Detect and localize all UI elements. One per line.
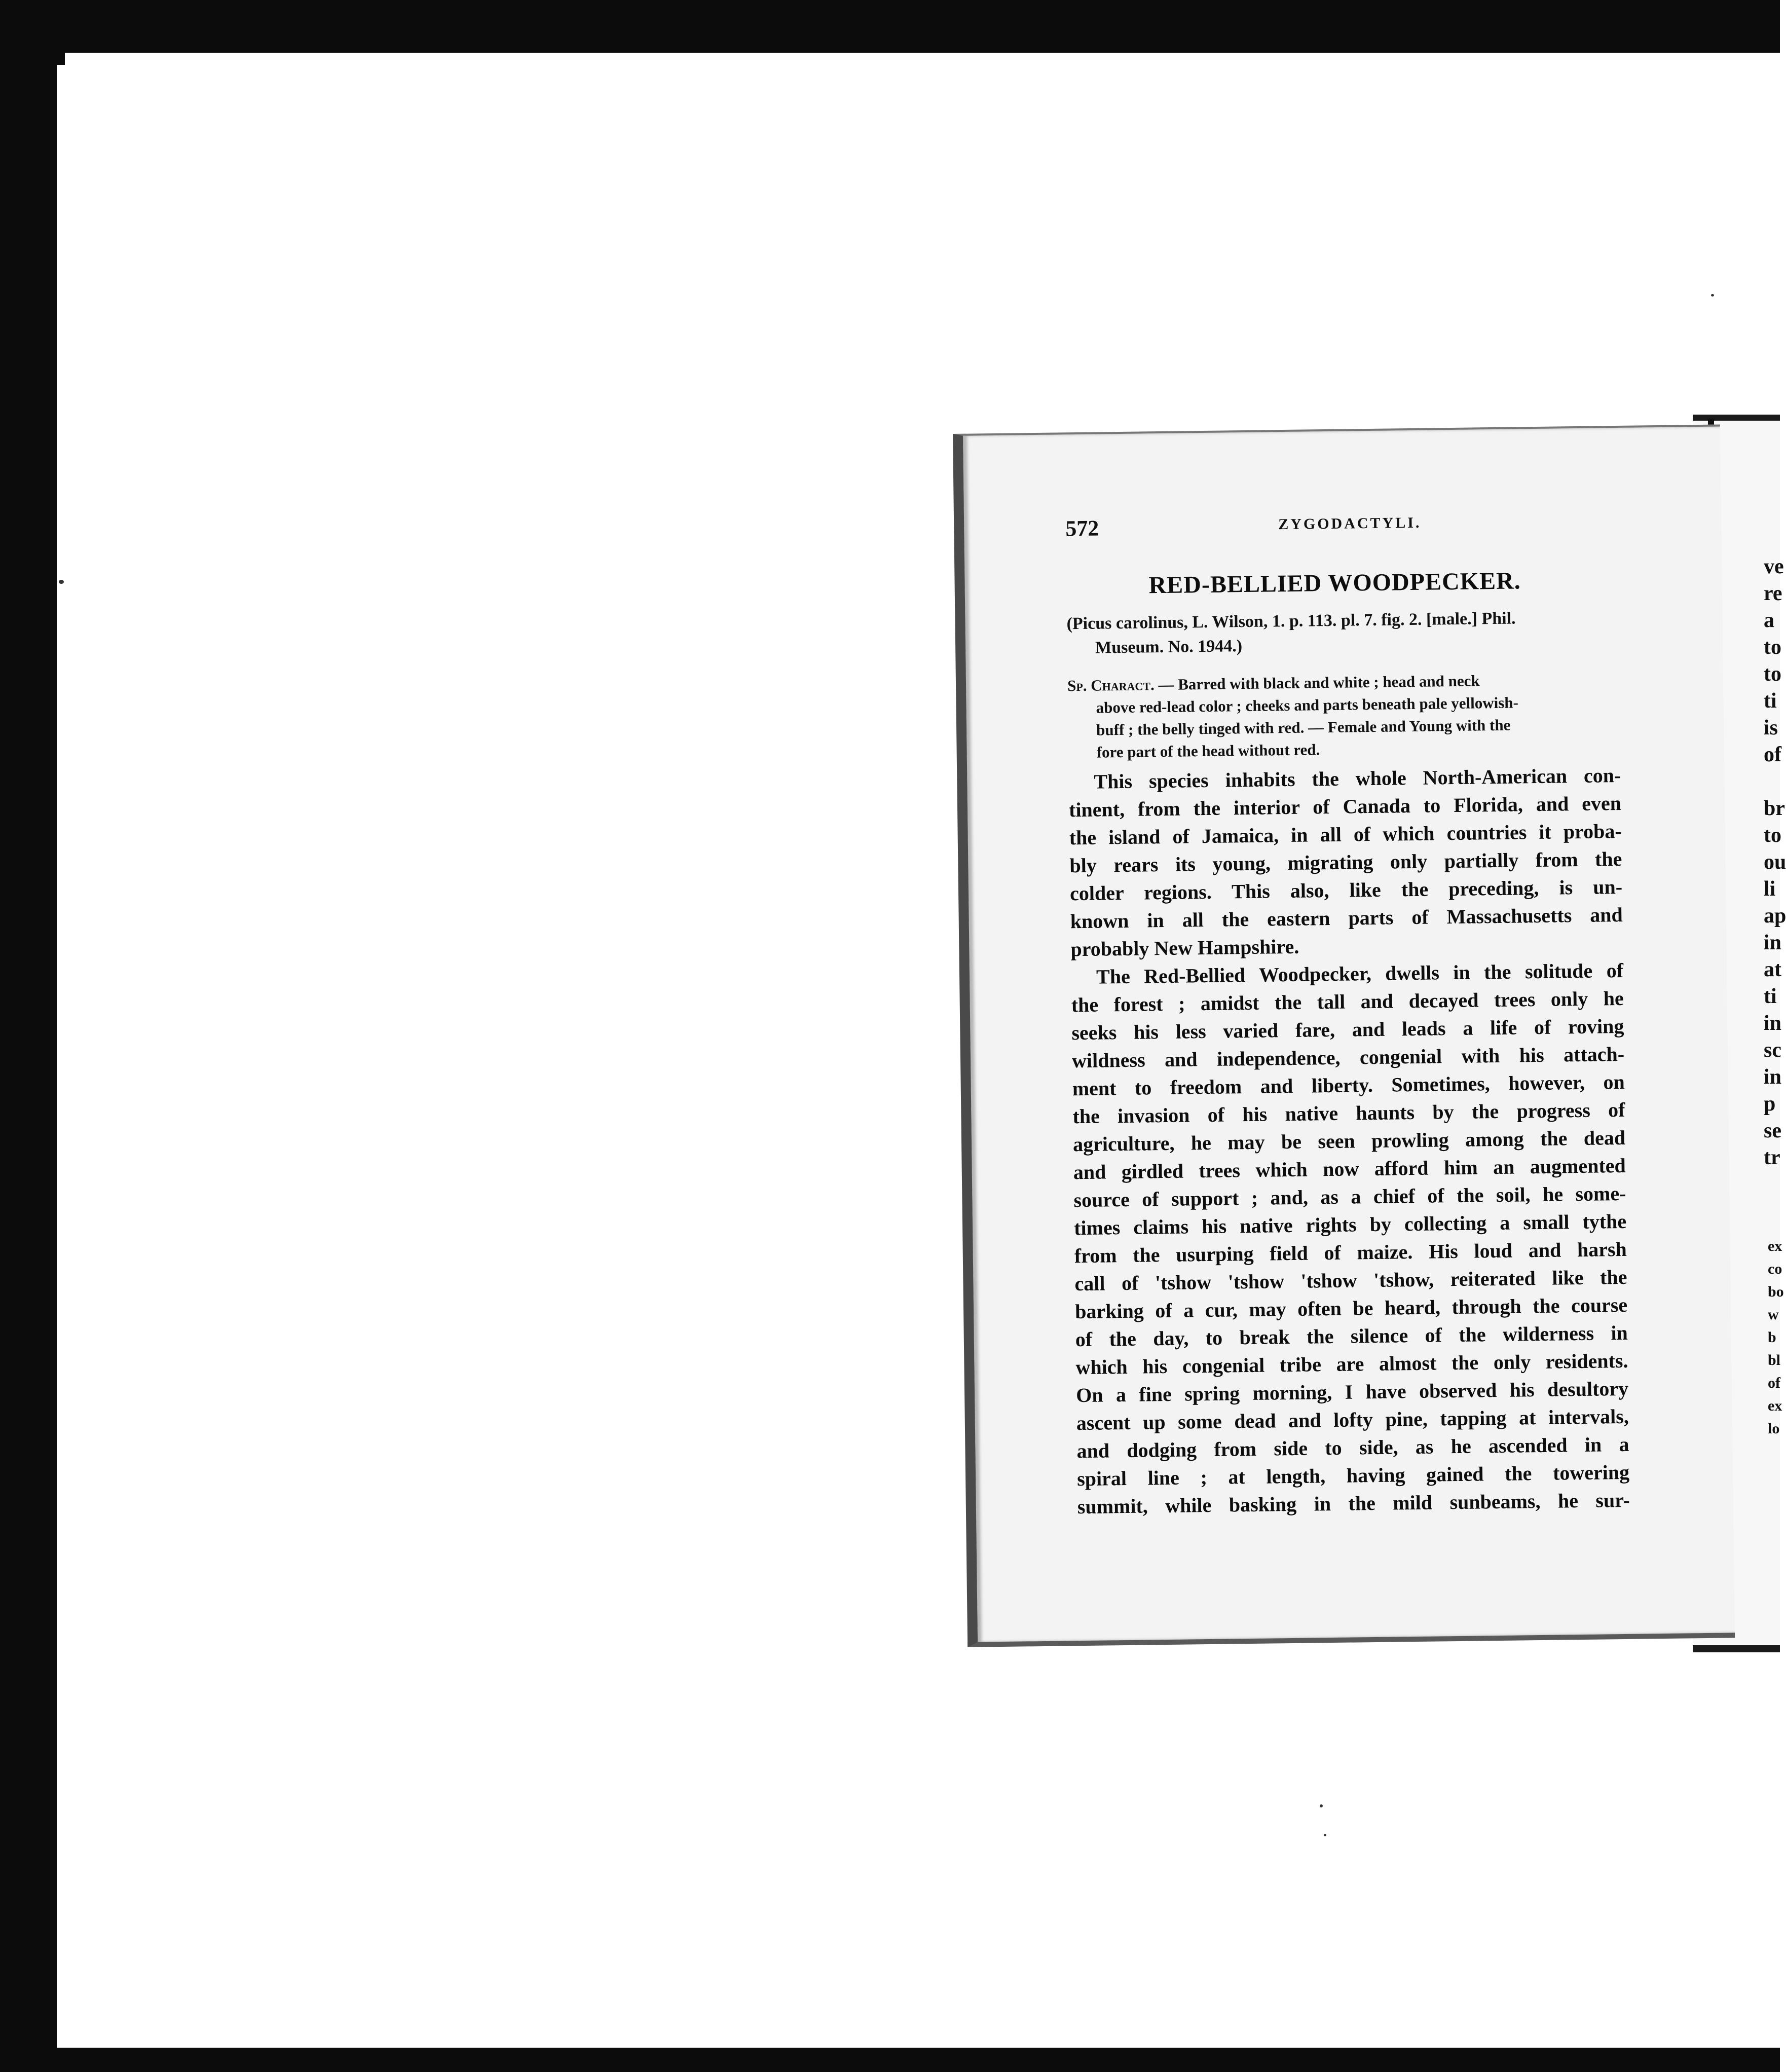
text-line: call of 'tshow 'tshow 'tshow 'tshow, reiterated like the <box>1074 1265 1627 1296</box>
text-line: spiral line ; at length, having gained the towering <box>1076 1460 1630 1491</box>
text-line: probably New Hampshire. <box>1070 935 1299 961</box>
charact-line: above red-lead color ; cheeks and parts beneath pale yellowish- <box>1096 693 1519 717</box>
text-line: seeks his less varied fare, and leads a life of roving <box>1071 1014 1624 1045</box>
synonymy-line: Museum. No. 1944.) <box>1095 637 1243 657</box>
text-line: barking of a cur, may often be heard, through the course <box>1074 1293 1628 1323</box>
scan-speck <box>1711 294 1714 297</box>
text-line: and girdled trees which now afford him an augmented <box>1073 1154 1626 1184</box>
text-line: known in all the eastern parts of Massachusetts and <box>1070 903 1623 933</box>
text-line: On a fine spring morning, I have observed his desultory <box>1075 1377 1629 1407</box>
synonymy-line: (Picus carolinus, L. Wilson, 1. p. 113. pl. 7. fig. 2. [male.] Phil. <box>1066 609 1516 634</box>
scan-border-left <box>0 0 57 2072</box>
scan-speck <box>1324 1834 1326 1836</box>
text-line: bly rears its young, migrating only partially from the <box>1069 847 1622 877</box>
article-title: RED-BELLIED WOODPECKER. <box>1148 567 1521 599</box>
text-line: agriculture, he may be seen prowling among the dead <box>1072 1126 1626 1156</box>
charact-line: buff ; the belly tinged with red. — Female and Young with the <box>1096 716 1511 739</box>
scan-border-top <box>0 0 1780 53</box>
text-line: the forest ; amidst the tall and decayed trees only he <box>1071 986 1624 1017</box>
species-characters <box>1067 668 1616 764</box>
charact-line: — Barred with black and white ; head and neck <box>1158 672 1480 694</box>
text-line: summit, while basking in the mild sunbeams, he sur- <box>1077 1488 1630 1519</box>
facing-page-text: ve re a to to ti is of br to ou li ap in at ti in sc in p se tr <box>1764 555 1786 1169</box>
text-line: the island of Jamaica, in all of which countries it proba- <box>1069 819 1622 849</box>
text-line: The Red-Bellied Woodpecker, dwells in the solitude of <box>1096 958 1624 988</box>
charact-line: fore part of the head without red. <box>1096 741 1320 761</box>
section-name: ZYGODACTYLI. <box>1278 514 1422 533</box>
text-line: and dodging from side to side, as he ascended in a <box>1076 1432 1629 1463</box>
text-line: This species inhabits the whole North-American con- <box>1094 763 1621 793</box>
scan-speck <box>1320 1804 1323 1807</box>
text-line: of the day, to break the silence of the wilderness in <box>1075 1321 1628 1351</box>
text-line: wildness and independence, congenial with his attach- <box>1071 1042 1625 1072</box>
scan-border-notch <box>57 53 65 65</box>
synonymy-reference <box>1066 605 1609 660</box>
text-line: tinent, from the interior of Canada to Florida, and even <box>1068 791 1622 822</box>
text-line: colder regions. This also, like the preceding, is un- <box>1069 875 1623 905</box>
text-line: which his congenial tribe are almost the only residents. <box>1075 1349 1628 1379</box>
text-line: ascent up some dead and lofty pine, tapping at intervals, <box>1076 1404 1629 1435</box>
scan-speck <box>59 580 64 584</box>
page-number: 572 <box>1065 515 1099 541</box>
book-page <box>953 425 1735 1647</box>
text-line: from the usurping field of maize. His loud and harsh <box>1074 1237 1627 1268</box>
text-line: ment to freedom and liberty. Sometimes, however, on <box>1072 1070 1625 1100</box>
text-line: times claims his native rights by collecting a small tythe <box>1073 1209 1627 1240</box>
running-head <box>1065 509 1593 544</box>
scan-border-bottom <box>0 2048 1780 2072</box>
body-text <box>1068 761 1630 1521</box>
facing-page-footnote-text: ex co bo w b bl of ex lo <box>1768 1238 1784 1437</box>
text-line: the invasion of his native haunts by the progress of <box>1072 1098 1625 1128</box>
text-line: source of support ; and, as a chief of the soil, he some- <box>1073 1181 1626 1212</box>
charact-label: Sp. Charact. <box>1067 676 1155 695</box>
